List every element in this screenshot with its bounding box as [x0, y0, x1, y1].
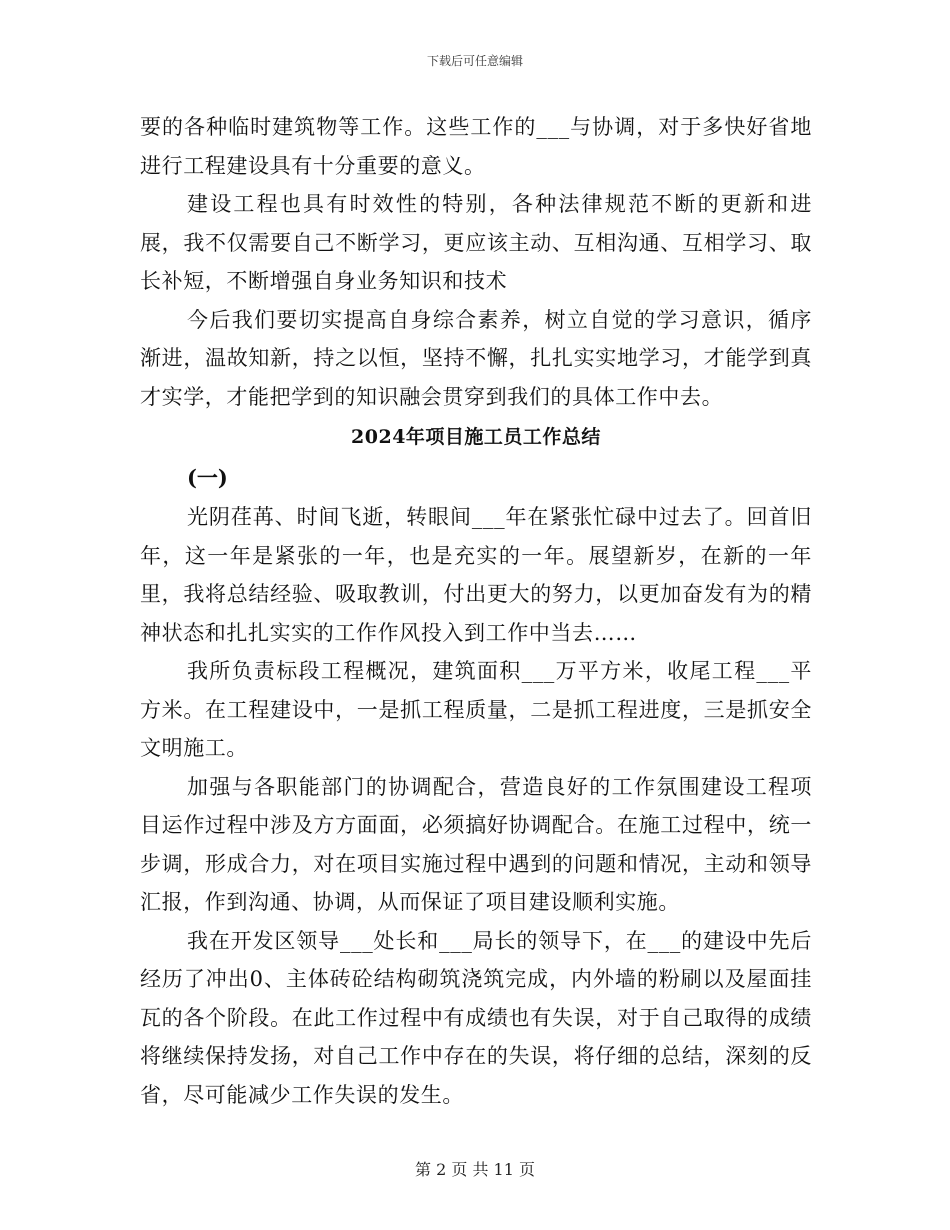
header-note: 下载后可任意编辑 [426, 54, 523, 68]
document-title: 2024年项目施工员工作总结 [351, 426, 601, 448]
section-label: (一) [187, 465, 228, 490]
paragraph-continuation: 要的各种临时建筑物等工作。这些工作的___与协调，对于多快好省地进行工程建设具有十分重要的意义。 [140, 115, 812, 178]
document-body [140, 108, 812, 1114]
paragraph-coordination: 加强与各职能部门的协调配合，营造良好的工作氛围建设工程项目运作过程中涉及方方面面，必须搞好协调配合。在施工过程中，统一步调，形成合力，对在项目实施过程中遇到的问题和情况，主动和领导汇报，作到沟通、协调，从而保证了项目建设顺利实施。 [140, 774, 812, 914]
paragraph-timeliness: 建设工程也具有时效性的特别，各种法律规范不断的更新和进展，我不仅需要自己不断学习，更应该主动、互相沟通、互相学习、取长补短，不断增强自身业务知识和技术 [140, 192, 812, 293]
paragraph-experience: 我在开发区领导___处长和___局长的领导下，在___的建设中先后经历了冲出0、主体砖砼结构砌筑浇筑完成，内外墙的粉刷以及屋面挂瓦的各个阶段。在此工作过程中有成绩也有失误，对于自己取得的成绩将继续保持发扬，对自己工作中存在的失误，将仔细的总结，深刻的反省，尽可能减少工作失误的发生。 [140, 928, 812, 1107]
paragraph-intro: 光阴荏苒、时间飞逝，转眼间___年在紧张忙碌中过去了。回首旧年，这一年是紧张的一年，也是充实的一年。展望新岁，在新的一年里，我将总结经验、吸取教训，付出更大的努力，以更加奋发有为的精神状态和扎扎实实的工作作风投入到工作中当去…… [140, 505, 812, 645]
paragraph-learning: 今后我们要切实提高自身综合素养，树立自觉的学习意识，循序渐进，温故知新，持之以恒，坚持不懈，扎扎实实地学习，才能学到真才实学，才能把学到的知识融会贯穿到我们的具体工作中去。 [140, 307, 812, 409]
page-number: 第 2 页 共 11 页 [415, 1160, 535, 1179]
paragraph-project-overview: 我所负责标段工程概况，建筑面积___万平方米，收尾工程___平方米。在工程建设中，一是抓工程质量，二是抓工程进度，三是抓安全文明施工。 [140, 659, 812, 760]
